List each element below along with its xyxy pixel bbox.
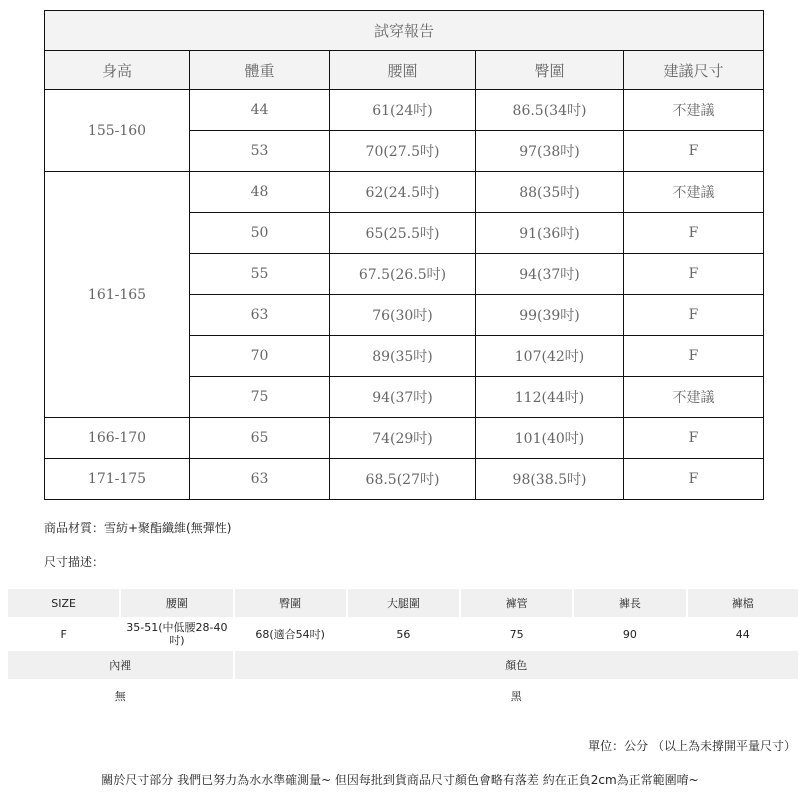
- table-row: [45, 418, 764, 459]
- height-cell: 166-170: [45, 418, 190, 459]
- size-header-color: 顏色: [235, 651, 799, 679]
- suggested-size-cell: F: [624, 418, 764, 459]
- weight-cell: 63: [190, 295, 330, 336]
- hip-cell: 91(36吋): [476, 213, 624, 254]
- table-row: [45, 172, 764, 213]
- hip-cell: 112(44吋): [476, 377, 624, 418]
- unit-note: 單位：公分 （以上為未撐開平量尺寸）: [588, 739, 796, 753]
- waist-cell: 65(25.5吋): [330, 213, 476, 254]
- size-value-color: 黑: [235, 681, 799, 711]
- header-suggested-size: 建議尺寸: [624, 51, 764, 90]
- fit-report-body: [45, 90, 764, 500]
- hip-cell: 86.5(34吋): [476, 90, 624, 131]
- waist-cell: 76(30吋): [330, 295, 476, 336]
- table-row: [45, 90, 764, 131]
- height-cell: 161-165: [45, 172, 190, 418]
- waist-cell: 62(24.5吋): [330, 172, 476, 213]
- suggested-size-cell: F: [624, 295, 764, 336]
- hip-cell: 88(35吋): [476, 172, 624, 213]
- hip-cell: 98(38.5吋): [476, 459, 624, 500]
- waist-cell: 61(24吋): [330, 90, 476, 131]
- suggested-size-cell: F: [624, 213, 764, 254]
- weight-cell: 53: [190, 131, 330, 172]
- suggested-size-cell: 不建議: [624, 172, 764, 213]
- weight-cell: 63: [190, 459, 330, 500]
- waist-cell: 68.5(27吋): [330, 459, 476, 500]
- waist-cell: 94(37吋): [330, 377, 476, 418]
- waist-cell: 67.5(26.5吋): [330, 254, 476, 295]
- weight-cell: 44: [190, 90, 330, 131]
- size-header-lining: 內裡: [8, 651, 233, 679]
- hip-cell: 94(37吋): [476, 254, 624, 295]
- suggested-size-cell: F: [624, 254, 764, 295]
- weight-cell: 48: [190, 172, 330, 213]
- weight-cell: 70: [190, 336, 330, 377]
- weight-cell: 75: [190, 377, 330, 418]
- suggested-size-cell: 不建議: [624, 377, 764, 418]
- fit-report-table: [44, 10, 764, 500]
- size-value-thigh: 56: [348, 619, 459, 649]
- header-weight: 體重: [190, 51, 330, 90]
- waist-cell: 89(35吋): [330, 336, 476, 377]
- suggested-size-cell: F: [624, 336, 764, 377]
- size-value-waist: 35-51(中低腰28-40吋): [121, 619, 232, 649]
- size-header-leg-opening: 褲管: [461, 589, 572, 617]
- weight-cell: 55: [190, 254, 330, 295]
- hip-cell: 97(38吋): [476, 131, 624, 172]
- footer-note: 關於尺寸部分 我們已努力為水水準確測量~ 但因每批到貨商品尺寸顏色會略有落差 約在正負2cm為正常範圍唷~: [101, 773, 699, 787]
- size-header-waist: 腰圍: [121, 589, 232, 617]
- waist-cell: 70(27.5吋): [330, 131, 476, 172]
- height-cell: 171-175: [45, 459, 190, 500]
- waist-cell: 74(29吋): [330, 418, 476, 459]
- material-note: 商品材質：雪紡+聚酯纖維(無彈性): [44, 521, 232, 535]
- weight-cell: 50: [190, 213, 330, 254]
- table-row: [45, 459, 764, 500]
- weight-cell: 65: [190, 418, 330, 459]
- size-value-length: 90: [574, 619, 685, 649]
- size-table: [6, 587, 800, 713]
- header-hip: 臀圍: [476, 51, 624, 90]
- hip-cell: 107(42吋): [476, 336, 624, 377]
- suggested-size-cell: F: [624, 131, 764, 172]
- header-height: 身高: [45, 51, 190, 90]
- size-value-rise: 44: [688, 619, 799, 649]
- size-header-size: SIZE: [8, 589, 119, 617]
- hip-cell: 101(40吋): [476, 418, 624, 459]
- header-waist: 腰圍: [330, 51, 476, 90]
- size-value-hip: 68(適合54吋): [235, 619, 346, 649]
- size-header-thigh: 大腿圍: [348, 589, 459, 617]
- size-header-rise: 褲檔: [688, 589, 799, 617]
- suggested-size-cell: F: [624, 459, 764, 500]
- size-header-hip: 臀圍: [235, 589, 346, 617]
- size-value-leg-opening: 75: [461, 619, 572, 649]
- size-header-length: 褲長: [574, 589, 685, 617]
- size-description-label: 尺寸描述：: [44, 555, 105, 569]
- suggested-size-cell: 不建議: [624, 90, 764, 131]
- hip-cell: 99(39吋): [476, 295, 624, 336]
- fit-report-title: 試穿報告: [45, 11, 764, 51]
- size-value-size: F: [8, 619, 119, 649]
- size-value-lining: 無: [8, 681, 233, 711]
- height-cell: 155-160: [45, 90, 190, 172]
